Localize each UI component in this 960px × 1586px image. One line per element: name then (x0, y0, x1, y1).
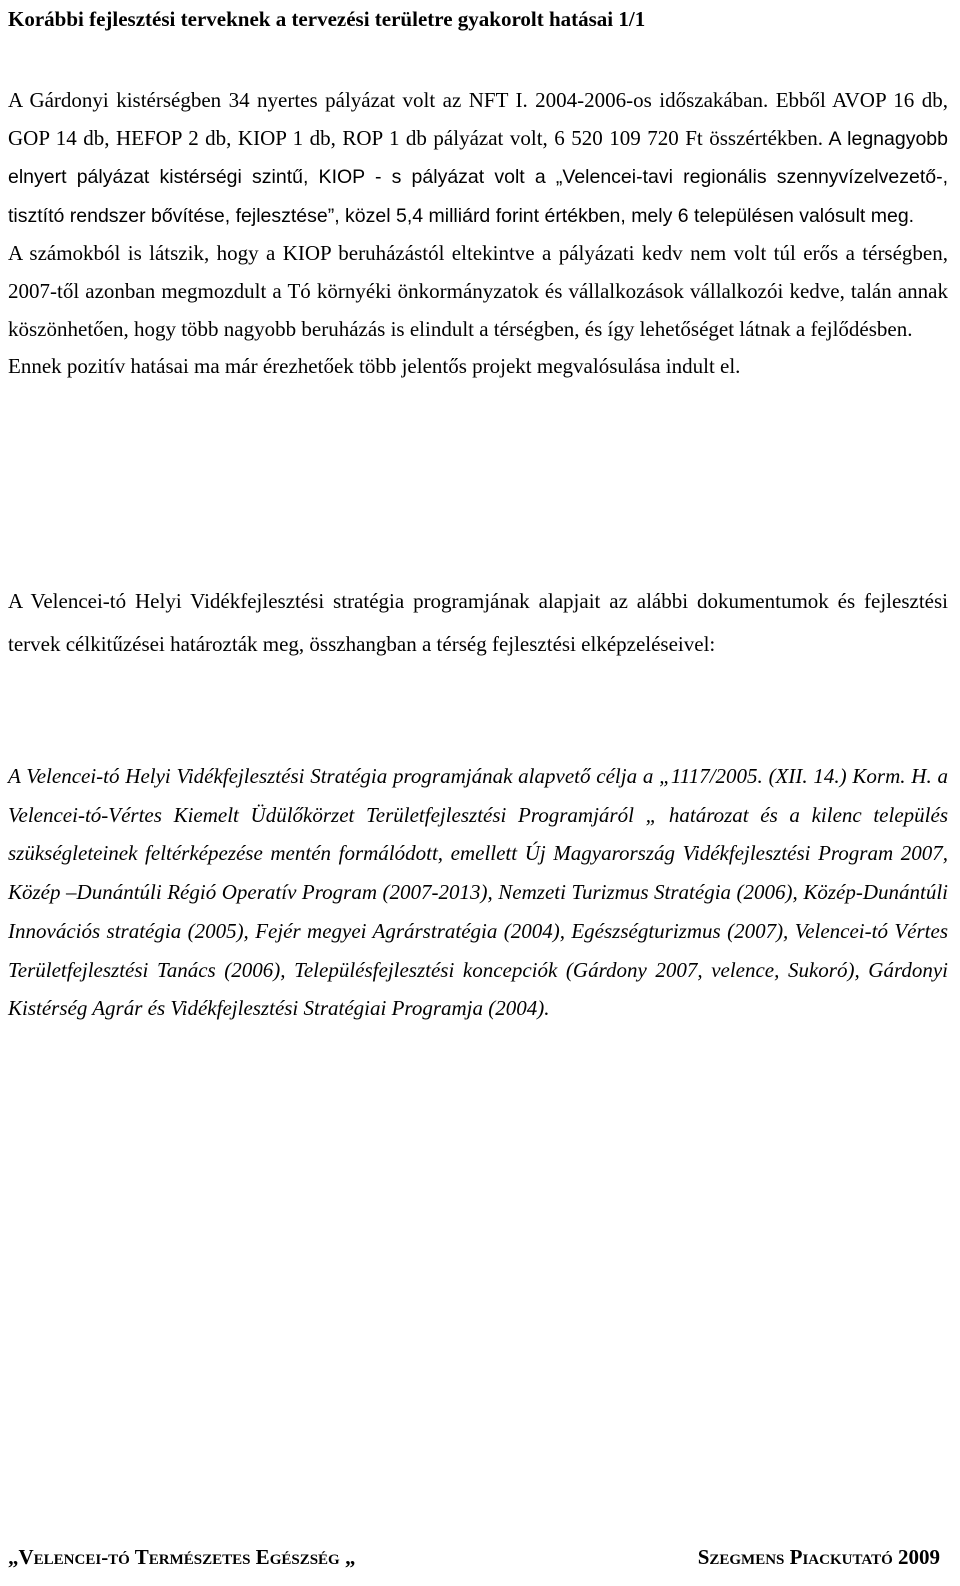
positive-effects-text: Ennek pozitív hatásai ma már érezhetőek több jelentős projekt megvalósulása indult el. (8, 354, 741, 379)
paragraph-applications (8, 82, 948, 386)
paragraph-applications-text (8, 82, 948, 235)
strategy-basis-text: A Velencei-tó Helyi Vidékfejlesztési stratégia programjának alapjait az alábbi dokumentumok és fejlesztési tervek célkitűzései határozták meg, összhangban a térség fejlesztési elképzeléseivel: (8, 589, 948, 656)
page-footer (8, 1542, 948, 1576)
applications-summary-text: A Gárdonyi kistérségben 34 nyertes pályázat volt az NFT I. 2004-2006-os időszakában. Ebből AVOP 16 db, GOP 14 db, HEFOP 2 db, KIOP 1 db, ROP 1 db pályázat volt, 6 520 109 720 Ft összértékben. (8, 88, 948, 150)
section-title: Korábbi fejlesztési terveknek a tervezési területre gyakorolt hatásai 1/1 (8, 7, 646, 31)
paragraph-strategy-basis (8, 580, 948, 666)
footer-author: Szegmens Piackutató 2009 (697, 1545, 940, 1569)
footer-project-title: „Velencei-tó Természetes Egészség „ (8, 1545, 356, 1569)
application-activity-text: A számokból is látszik, hogy a KIOP beruházástól eltekintve a pályázati kedv nem volt túl erős a térségben, 2007-től azonban megmozdult a Tó környéki önkormányzatok és vállalkozások vállalkozói kedve, talán annak köszönhetően, hogy több nagyobb beruházás is elindult a térségben, és így lehetőséget látnak a fejlődésben. (8, 241, 948, 341)
strategy-goal-text: A Velencei-tó Helyi Vidékfejlesztési Stratégia programjának alapvető célja a „1117/2005. (XII. 14.) Korm. H. a Velencei-tó-Vértes Kiemelt Üdülőkörzet Területfejlesztési Programjáról „ határozat és a kilenc település szükségleteinek feltérképezése mentén formálódott, emellett Új Magyarország Vidékfejlesztési Program 2007, Közép –Dunántúli Régió Operatív Program (2007-2013), Nemzeti Turizmus Stratégia (2006), Közép-Dunántúli Innovációs stratégia (2005), Fejér megyei Agrárstratégia (2004), Egészségturizmus (2007), Velencei-tó Vértes Területfejlesztési Tanács (2006), Településfejlesztési koncepciók (Gárdony 2007, velence, Sukoró), Gárdonyi Kistérség Agrár és Vidékfejlesztési Stratégiai Programja (2004). (8, 764, 948, 1021)
paragraph-strategy-goal (8, 757, 948, 1028)
largest-project-text: A legnagyobb elnyert pályázat kistérségi szintű, KIOP - s pályázat volt a „Velencei-tavi regionális szennyvízelvezető-, tisztító rendszer bővítése, fejlesztése”, közel 5,4 milliárd forint értékben, mely 6 településen valósult meg. (8, 127, 948, 227)
